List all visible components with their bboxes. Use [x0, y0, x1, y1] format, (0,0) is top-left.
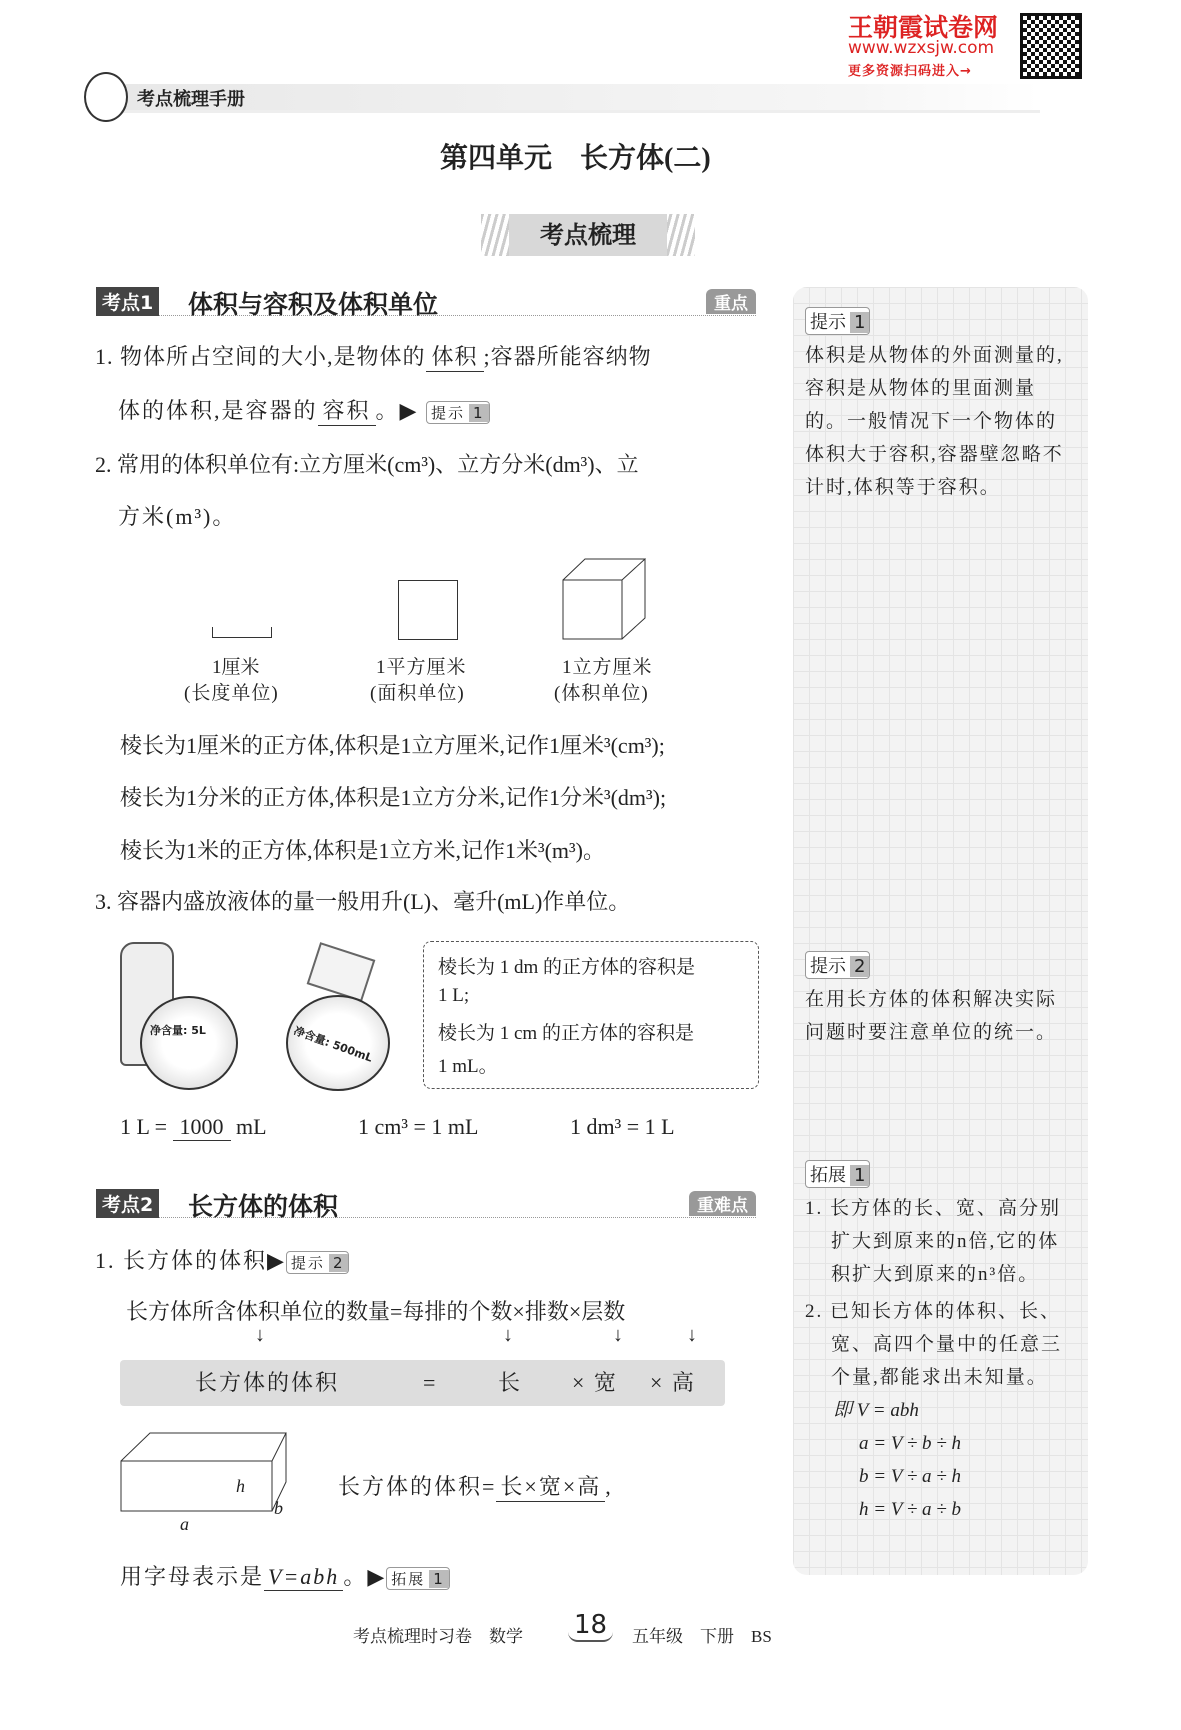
section-2-header [96, 1189, 756, 1221]
text: 。▶ [375, 398, 419, 423]
hint-2-block [805, 951, 1073, 1049]
formula-line: 即 V = abh [833, 1400, 919, 1421]
fig-1-caption: (长度单位) [184, 683, 279, 704]
extension-item-2: 2. 已知长方体的体积、长、宽、高四个量中的任意三个量,都能求出未知量。 [805, 1301, 1063, 1388]
arrow-down-icon: ↓ [613, 1324, 623, 1346]
formula-line: h = V ÷ a ÷ b [859, 1499, 961, 1520]
bar-term: = [423, 1370, 438, 1395]
volume-formula-bar [120, 1360, 725, 1406]
section-1-title: 体积与容积及体积单位 [188, 290, 439, 319]
cuboid-volume-formula [338, 1470, 613, 1502]
item-1-line-1 [95, 340, 652, 372]
note-line: 棱长为 1 dm 的正方体的容积是 [438, 957, 696, 978]
item-3: 3. 容器内盛放液体的量一般用升(L)、毫升(mL)作单位。 [95, 889, 631, 914]
hint-1-label: 提示 1 [805, 307, 870, 335]
answer-blank: 1000 [173, 1114, 231, 1141]
banner [481, 214, 695, 256]
fig-2-label: 1平方厘米 [376, 657, 467, 678]
width-label: b [274, 1498, 283, 1518]
fig-2-caption: (面积单位) [370, 683, 465, 704]
note-line: 棱长为 1 cm 的正方体的容积是 [438, 1023, 694, 1044]
bottle-net-content: 净含量: 5L [150, 1024, 206, 1037]
hint-2-label: 提示 2 [805, 951, 870, 979]
section-2-badge: 重难点 [689, 1191, 756, 1216]
arrow-down-icon: ↓ [687, 1324, 697, 1346]
unit-count-formula: 长方体所含体积单位的数量=每排的个数×排数×层数 [126, 1299, 626, 1324]
formula-line: a = V ÷ b ÷ h [859, 1433, 961, 1454]
handbook-title: 考点梳理手册 [137, 89, 245, 109]
text: , [605, 1474, 613, 1499]
arrow-down-icon: ↓ [255, 1324, 265, 1346]
bottle-label-circle [140, 996, 238, 1090]
hint-1-link[interactable]: 提示 1 [426, 401, 490, 424]
rule-3: 棱长为1米的正方体,体积是1立方米,记作1米³(m³)。 [120, 838, 605, 863]
brand-url[interactable]: www.wzxsjw.com [848, 38, 995, 58]
text: mL [236, 1114, 267, 1139]
volume-unit-cube [562, 558, 646, 640]
item-2-line-2: 方米(m³)。 [118, 504, 237, 529]
hint-1-text: 体积是从物体的外面测量的,容积是从物体的里面测量的。一般情况下一个物体的体积大于容积,容器壁忽略不计时,体积等于容积。 [805, 345, 1064, 498]
sidebar-notes [793, 287, 1088, 1575]
bar-term: 长方体的体积 [195, 1370, 340, 1395]
note-line: 1 L; [438, 985, 470, 1006]
note-line: 1 mL。 [438, 1056, 498, 1077]
footer-left: 考点梳理时习卷 数学 [353, 1627, 523, 1646]
fig-3-caption: (体积单位) [554, 683, 649, 704]
pack-net-content: 净含量: 500mL [292, 1024, 375, 1065]
milk-pack-image [307, 942, 376, 1002]
letter-formula [120, 1560, 450, 1591]
bar-term: × 高 [650, 1370, 696, 1395]
text: 用字母表示是 [120, 1564, 265, 1589]
text: 1. 物体所占空间的大小,是物体的 [95, 344, 426, 369]
answer-blank: 长×宽×高 [496, 1470, 605, 1502]
s2-item-1 [95, 1244, 349, 1275]
section-2-title: 长方体的体积 [188, 1192, 339, 1221]
page-title: 第四单元 长方体(二) [440, 143, 711, 174]
area-unit-figure [398, 580, 458, 640]
extension-item-1: 1. 长方体的长、宽、高分别扩大到原来的n倍,它的体积扩大到原来的n³倍。 [805, 1198, 1062, 1285]
header-bar [110, 84, 1040, 113]
fig-1-label: 1厘米 [212, 657, 260, 678]
arrow-down-icon: ↓ [503, 1324, 513, 1346]
answer-blank: 容积 [318, 394, 376, 426]
brand-name: 王朝霞试卷网 [848, 13, 999, 42]
section-2-tag: 考点2 [96, 1189, 159, 1218]
section-1-tag: 考点1 [96, 287, 159, 316]
hint-2-text: 在用长方体的体积解决实际问题时要注意单位的统一。 [805, 989, 1058, 1043]
fig-3-label: 1立方厘米 [562, 657, 653, 678]
answer-blank: 体积 [426, 340, 484, 372]
page-number: 18 [568, 1610, 613, 1642]
section-1-header [96, 287, 756, 319]
banner-label: 考点梳理 [509, 214, 667, 256]
equation-2: 1 cm³ = 1 mL [358, 1114, 479, 1139]
equation-1 [120, 1114, 267, 1141]
bar-term: × 宽 [572, 1370, 618, 1395]
text: ;容器所能容纳物 [483, 344, 652, 369]
extension-1-block [805, 1160, 1073, 1526]
formula-line: b = V ÷ a ÷ h [859, 1466, 961, 1487]
logo-icon [84, 72, 128, 122]
qr-code-icon[interactable] [1020, 13, 1082, 79]
footer-right: 五年级 下册 BS [632, 1627, 772, 1646]
length-label: a [180, 1514, 189, 1534]
cuboid-figure [120, 1432, 290, 1512]
text: 。▶ [343, 1564, 387, 1589]
item-1-line-2 [118, 394, 490, 426]
brand-promo: 更多资源扫码进入→ [848, 64, 972, 79]
extension-1-label: 拓展 1 [805, 1160, 870, 1188]
height-label: h [236, 1476, 245, 1496]
note-box [423, 941, 759, 1089]
answer-blank: V=abh [264, 1564, 343, 1591]
text: 1. 长方体的体积▶ [95, 1248, 286, 1273]
rule-2: 棱长为1分米的正方体,体积是1立方分米,记作1分米³(dm³); [120, 785, 667, 810]
rule-1: 棱长为1厘米的正方体,体积是1立方厘米,记作1厘米³(cm³); [120, 733, 665, 758]
text: 长方体的体积= [338, 1474, 497, 1499]
extension-1-link[interactable]: 拓展 1 [386, 1567, 450, 1590]
hint-1-block [805, 307, 1073, 504]
equation-3: 1 dm³ = 1 L [570, 1114, 675, 1139]
bar-term: 长 [498, 1370, 523, 1395]
hint-2-link[interactable]: 提示 2 [286, 1251, 350, 1274]
item-2-line-1: 2. 常用的体积单位有:立方厘米(cm³)、立方分米(dm³)、立 [95, 452, 639, 477]
section-1-badge: 重点 [706, 289, 756, 314]
length-unit-figure [212, 627, 272, 638]
text: 1 L = [120, 1114, 168, 1139]
text: 体的体积,是容器的 [118, 398, 318, 423]
